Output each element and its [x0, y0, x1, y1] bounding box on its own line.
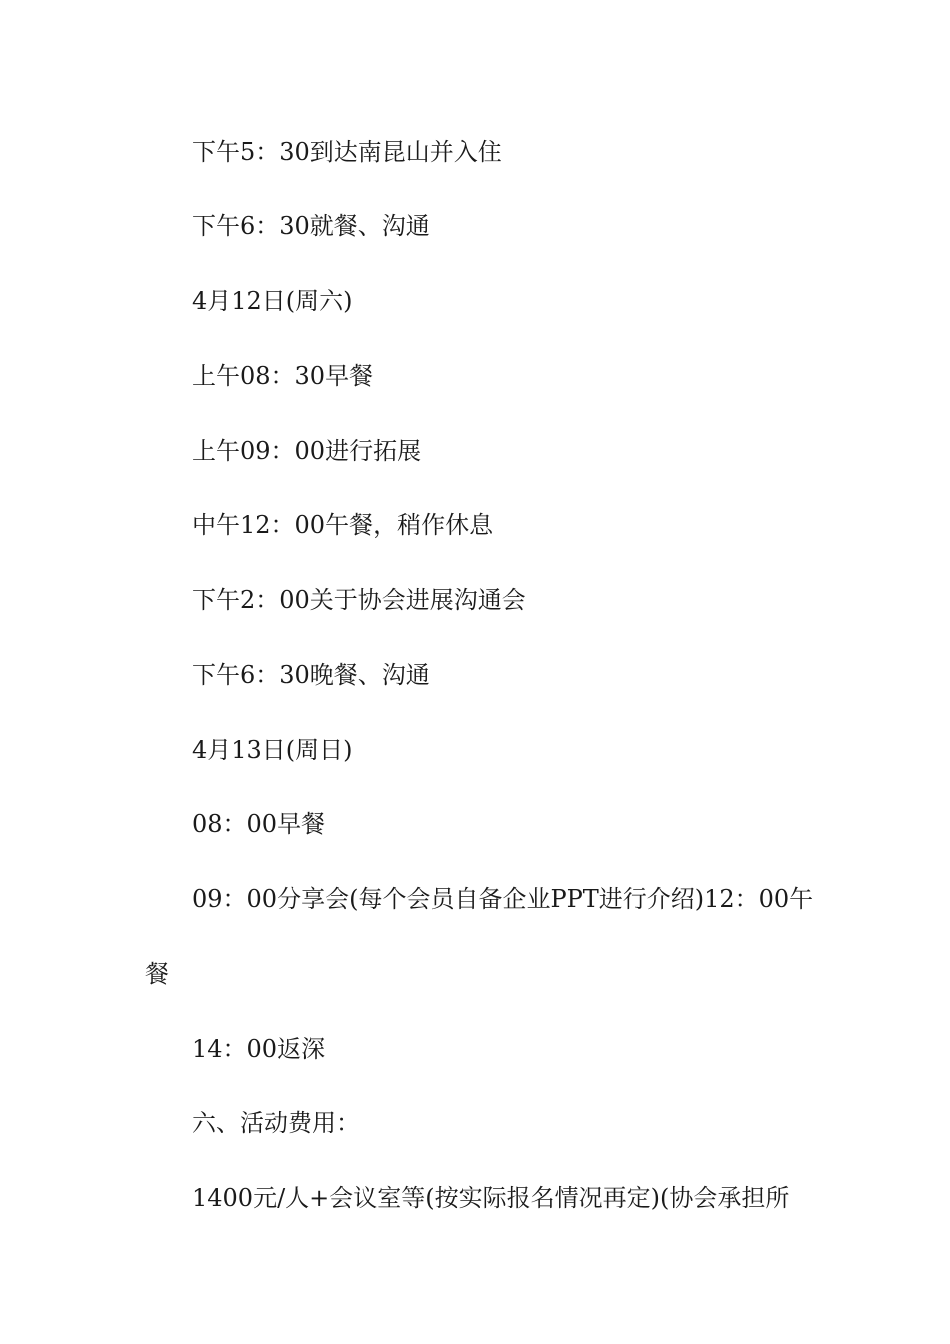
schedule-line-sharing: 09：00分享会(每个会员自备企业PPT进行介绍)12：00午 [192, 885, 814, 913]
date-heading-apr13: 4月13日(周日) [192, 736, 353, 764]
schedule-line-outreach: 上午09：00进行拓展 [192, 437, 422, 465]
schedule-line-breakfast-day3: 08：00早餐 [192, 810, 326, 838]
schedule-line-lunch-day2: 中午12：00午餐，稍作休息 [192, 511, 494, 539]
date-heading-apr12: 4月12日(周六) [192, 287, 353, 315]
schedule-line-dinner-day2: 下午6：30晚餐、沟通 [192, 661, 430, 689]
schedule-line-meeting: 下午2：00关于协会进展沟通会 [192, 586, 526, 614]
schedule-line-breakfast-day2: 上午08：30早餐 [192, 362, 374, 390]
fee-line: 1400元/人+会议室等(按实际报名情况再定)(协会承担所 [192, 1184, 790, 1212]
schedule-line-dinner-day1: 下午6：30就餐、沟通 [192, 212, 430, 240]
section-heading-fees: 六、活动费用： [192, 1109, 360, 1137]
schedule-line-sharing-continued: 餐 [145, 960, 169, 988]
schedule-line-arrival: 下午5：30到达南昆山并入住 [192, 138, 502, 166]
schedule-line-return: 14：00返深 [192, 1035, 326, 1063]
